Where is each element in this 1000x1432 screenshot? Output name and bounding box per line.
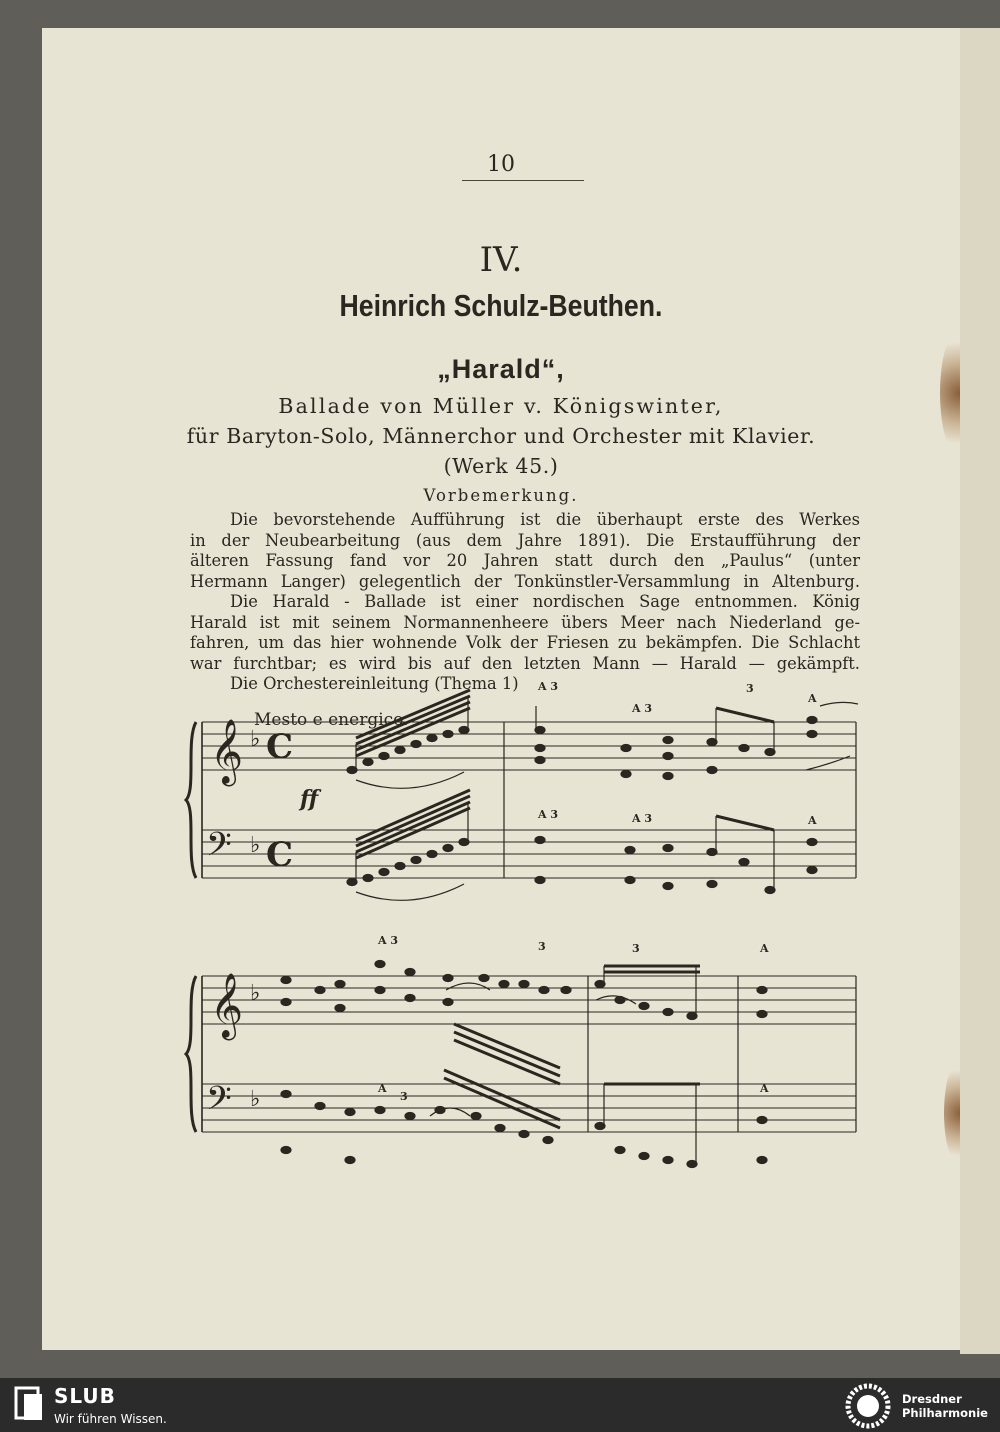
svg-text:A: A [760, 942, 769, 955]
text-line: älteren Fassung fand vor 20 Jahren statt durch den „Paulus“ (unter [190, 551, 860, 571]
svg-text:A: A [808, 814, 817, 827]
text-line: Harald ist mit seinem Normannenheere übers Meer nach Niederland ge- [190, 612, 860, 632]
text-line: in der Neubearbeitung (aus dem Jahre 1891). Die Erstaufführung der [190, 530, 860, 550]
library-name[interactable]: SLUB [54, 1384, 116, 1408]
composer-heading: Heinrich Schulz-Beuthen. [339, 288, 663, 323]
svg-text:A: A [378, 1082, 387, 1095]
preface-heading: Vorbemerkung. [423, 486, 579, 505]
text-line: Die bevorstehende Aufführung ist die überhaupt erste des Werkes [230, 510, 860, 529]
svg-text:A 3: A 3 [538, 680, 559, 693]
svg-text:3: 3 [746, 682, 754, 695]
dynamic-marking: ff [300, 786, 319, 812]
section-number: IV. [479, 240, 523, 280]
flat-icon: ♭ [250, 981, 261, 1006]
flat-icon: ♭ [250, 1087, 261, 1112]
svg-text:A: A [808, 692, 817, 705]
svg-text:A 3: A 3 [378, 934, 399, 947]
text-line: Die Harald - Ballade ist einer nordischen Sage entnommen. König [230, 592, 860, 611]
text-line: Hermann Langer) gelegentlich der Tonkünstler-Versammlung in Altenburg. [190, 571, 860, 591]
treble-clef-icon: 𝄞 [210, 719, 244, 784]
slub-logo-icon[interactable] [14, 1386, 48, 1422]
common-time-icon: C [266, 835, 294, 875]
subtitle-scoring: für Baryton-Solo, Männerchor und Orchester mit Klavier. [186, 424, 816, 448]
philharmonie-logo-icon[interactable] [840, 1382, 896, 1430]
partner-name-line: Dresdner [902, 1392, 962, 1406]
partner-name[interactable] [902, 1392, 988, 1420]
text-line: fahren, um das hier wohnende Volk der Friesen zu bekämpfen. Die Schlacht [190, 633, 860, 653]
bass-clef-icon: 𝄢 [206, 1080, 232, 1126]
text-line: Die Orchestereinleitung (Thema 1) [230, 674, 519, 693]
brace-system-2 [186, 976, 196, 1132]
chords-system-1 [535, 702, 858, 893]
svg-text:A 3: A 3 [632, 702, 653, 715]
opus-number: (Werk 45.) [443, 454, 559, 478]
work-title: „Harald“, [437, 354, 565, 384]
svg-text:A 3: A 3 [632, 812, 653, 825]
subtitle-ballad: Ballade von Müller v. Königswinter, [278, 394, 724, 418]
text-line: war furchtbar; es wird bis auf den letzten Mann — Harald — gekämpft. [190, 653, 860, 673]
flat-icon: ♭ [250, 727, 261, 752]
svg-text:3: 3 [632, 942, 640, 955]
common-time-icon: C [266, 727, 294, 767]
library-claim: Wir führen Wissen. [54, 1412, 167, 1426]
partner-name-line: Philharmonie [902, 1406, 988, 1420]
bass-clef-icon: 𝄢 [206, 826, 232, 872]
svg-text:A 3: A 3 [538, 808, 559, 821]
flat-icon: ♭ [250, 833, 261, 858]
brace-system-1 [186, 722, 196, 878]
run-bass [347, 790, 470, 886]
tempo-marking: Mesto e energico. [254, 710, 409, 730]
treble-clef-icon: 𝄞 [210, 973, 244, 1038]
svg-text:3: 3 [400, 1090, 408, 1103]
page-number: 10 [487, 152, 515, 177]
run-treble [347, 690, 470, 774]
svg-text:3: 3 [538, 940, 546, 953]
chords-system-2 [281, 961, 767, 1168]
svg-text:A: A [760, 1082, 769, 1095]
